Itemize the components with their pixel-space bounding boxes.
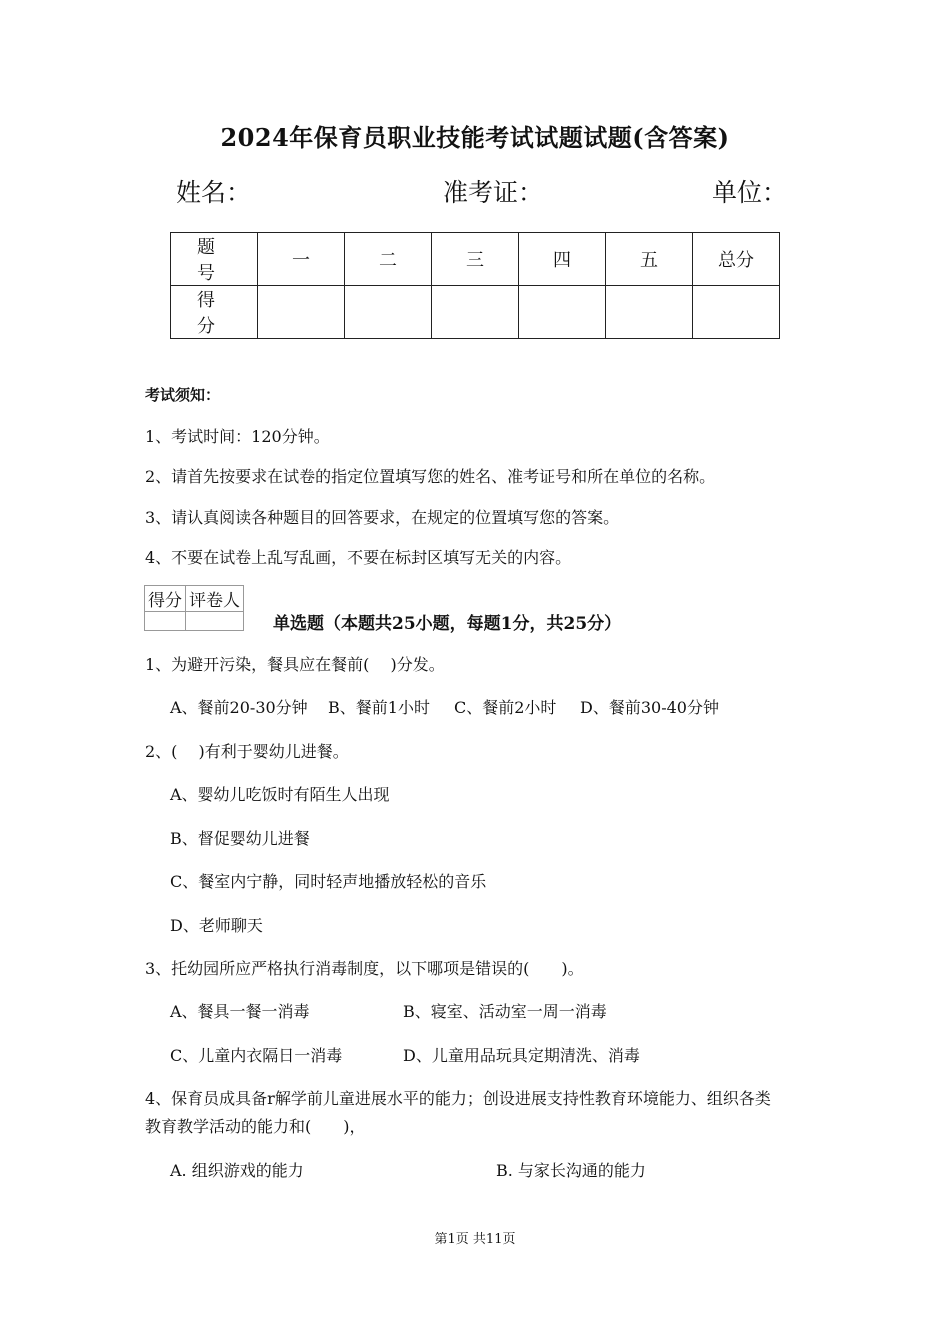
score-table-header-cell: 四 (519, 233, 606, 286)
question-stem: 2、( )有利于婴幼儿进餐。 (145, 742, 349, 761)
notice-item: 2、请首先按要求在试卷的指定位置填写您的姓名、准考证号和所在单位的名称。 (145, 467, 716, 486)
name-field-label: 姓名： (176, 178, 252, 207)
grader-box (144, 585, 244, 631)
option-d: D、儿童用品玩具定期清洗、消毒 (403, 1046, 640, 1065)
score-entry-cell[interactable] (345, 286, 432, 339)
question-stem: 4、保育员成具备r解学前儿童进展水平的能力；创设进展支持性教育环境能力、组织各类 (145, 1089, 771, 1108)
unit-field-label: 单位： (712, 178, 788, 207)
option-d: D、餐前30-40分钟 (580, 698, 719, 717)
score-entry-cell[interactable] (519, 286, 606, 339)
grader-box-entry-row (145, 612, 244, 631)
score-table-header-cell: 五 (606, 233, 693, 286)
option-a: A、餐具一餐一消毒 (170, 1002, 310, 1021)
page-footer: 第1页 共11页 (434, 1232, 516, 1247)
grader-reviewer-label: 评卷人 (186, 586, 244, 612)
option-c: C、儿童内衣隔日一消毒 (170, 1046, 343, 1065)
option-b: B. 与家长沟通的能力 (496, 1161, 646, 1180)
grader-reviewer-entry[interactable] (186, 612, 244, 631)
option-a: A、婴幼儿吃饭时有陌生人出现 (170, 785, 390, 804)
score-table-header-cell: 二 (345, 233, 432, 286)
score-entry-cell[interactable] (693, 286, 780, 339)
score-table-row-label: 题 号 (171, 233, 258, 286)
grader-box-header-row (145, 586, 244, 612)
score-entry-cell[interactable] (258, 286, 345, 339)
option-a: A、餐前20-30分钟 (170, 698, 308, 717)
score-table-header-cell: 一 (258, 233, 345, 286)
option-b: B、督促婴幼儿进餐 (170, 829, 310, 848)
document-title: 2024年保育员职业技能考试试题试题(含答案) (220, 123, 730, 152)
question-stem: 3、托幼园所应严格执行消毒制度，以下哪项是错误的( )。 (145, 959, 584, 978)
section-title: 单选题（本题共25小题，每题1分，共25分） (273, 614, 622, 634)
option-b: B、餐前1小时 (328, 698, 430, 717)
option-a: A. 组织游戏的能力 (170, 1161, 304, 1180)
notice-item: 1、考试时间：120分钟。 (145, 427, 330, 446)
score-table-score-row (171, 286, 780, 339)
option-c: C、餐前2小时 (454, 698, 557, 717)
score-entry-cell[interactable] (432, 286, 519, 339)
score-table-row-label: 得 分 (171, 286, 258, 339)
option-b: B、寝室、活动室一周一消毒 (403, 1002, 607, 1021)
score-table-header-row (171, 233, 780, 286)
grader-score-label: 得分 (145, 586, 186, 612)
option-d: D、老师聊天 (170, 916, 263, 935)
score-table-header-cell: 三 (432, 233, 519, 286)
option-c: C、餐室内宁静，同时轻声地播放轻松的音乐 (170, 872, 487, 891)
score-table (170, 232, 780, 339)
notice-item: 3、请认真阅读各种题目的回答要求，在规定的位置填写您的答案。 (145, 508, 620, 527)
notice-item: 4、不要在试卷上乱写乱画，不要在标封区填写无关的内容。 (145, 548, 572, 567)
score-table-header-cell: 总分 (693, 233, 780, 286)
question-stem: 1、为避开污染，餐具应在餐前( )分发。 (145, 655, 445, 674)
notice-title: 考试须知： (145, 386, 221, 404)
grader-score-entry[interactable] (145, 612, 186, 631)
question-stem-continued: 教育教学活动的能力和( )， (145, 1117, 366, 1136)
score-entry-cell[interactable] (606, 286, 693, 339)
exam-id-field-label: 准考证： (443, 178, 544, 207)
